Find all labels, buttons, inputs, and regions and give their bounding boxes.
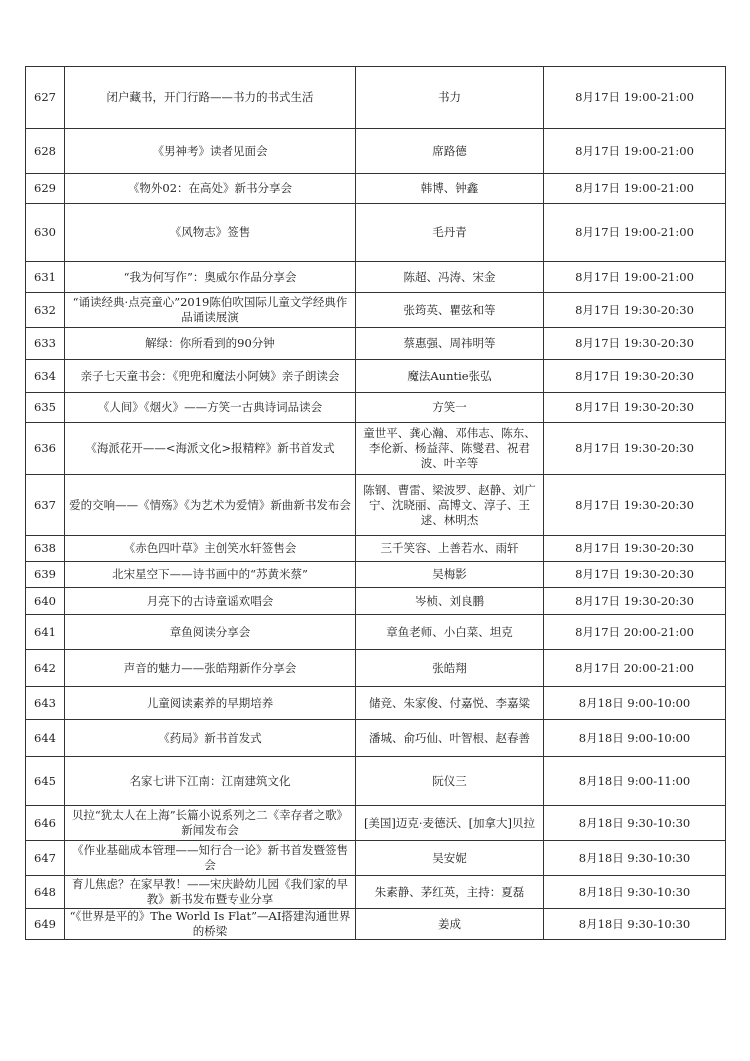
cell-title: “我为何写作”：奥威尔作品分享会 [65,262,356,293]
cell-title: 声音的魅力——张皓翔新作分享会 [65,650,356,687]
table-row [26,423,726,475]
table-row [26,615,726,650]
cell-guests: 潘城、俞巧仙、叶智根、赵春善 [356,720,544,757]
cell-number: 632 [26,293,65,328]
cell-number: 631 [26,262,65,293]
cell-number: 641 [26,615,65,650]
cell-title: 《药局》新书首发式 [65,720,356,757]
cell-title: 育儿焦虑？在家早教！——宋庆龄幼儿园《我们家的早教》新书发布暨专业分享 [65,876,356,909]
cell-time: 8月18日 9:30-10:30 [544,841,726,876]
cell-time: 8月17日 19:30-20:30 [544,475,726,536]
table-row [26,909,726,940]
cell-title: 《男神考》读者见面会 [65,129,356,174]
cell-number: 627 [26,67,65,129]
cell-title: 贝拉“犹太人在上海”长篇小说系列之二《幸存者之歌》新闻发布会 [65,806,356,841]
table-row [26,204,726,262]
table-row [26,475,726,536]
cell-guests: 蔡惠强、周祎明等 [356,328,544,360]
cell-guests: 岑桢、刘良鹏 [356,588,544,615]
cell-time: 8月18日 9:30-10:30 [544,909,726,940]
cell-title: 章鱼阅读分享会 [65,615,356,650]
cell-number: 637 [26,475,65,536]
cell-guests: 章鱼老师、小白菜、坦克 [356,615,544,650]
table-row [26,328,726,360]
cell-number: 638 [26,536,65,562]
table-row [26,650,726,687]
cell-guests: 张筠英、瞿弦和等 [356,293,544,328]
cell-title: 解绿：你所看到的90分钟 [65,328,356,360]
cell-time: 8月17日 19:00-21:00 [544,129,726,174]
table-row [26,562,726,588]
cell-time: 8月18日 9:00-11:00 [544,757,726,806]
cell-title: 《作业基础成本管理——知行合一论》新书首发暨签售会 [65,841,356,876]
cell-time: 8月17日 19:30-20:30 [544,536,726,562]
table-row [26,720,726,757]
cell-number: 642 [26,650,65,687]
table-row [26,262,726,293]
cell-number: 636 [26,423,65,475]
cell-number: 647 [26,841,65,876]
cell-guests: 陈钢、曹雷、梁波罗、赵静、刘广宁、沈晓丽、高博文、淳子、王逑、林明杰 [356,475,544,536]
cell-time: 8月17日 19:30-20:30 [544,393,726,423]
cell-time: 8月18日 9:30-10:30 [544,876,726,909]
cell-title: 名家七讲下江南：江南建筑文化 [65,757,356,806]
cell-title: “诵读经典·点亮童心”2019陈伯吹国际儿童文学经典作品诵读展演 [65,293,356,328]
cell-guests: 陈超、冯涛、宋金 [356,262,544,293]
cell-time: 8月17日 19:30-20:30 [544,562,726,588]
cell-title: 月亮下的古诗童谣欢唱会 [65,588,356,615]
table-row [26,293,726,328]
cell-number: 629 [26,174,65,204]
table-row [26,841,726,876]
table-row [26,360,726,393]
table-row [26,806,726,841]
cell-guests: 魔法Auntie张弘 [356,360,544,393]
cell-title: “《世界是平的》The World Is Flat”—AI搭建沟通世界的桥梁 [65,909,356,940]
cell-time: 8月17日 19:30-20:30 [544,423,726,475]
cell-time: 8月17日 19:30-20:30 [544,360,726,393]
cell-time: 8月18日 9:00-10:00 [544,720,726,757]
cell-guests: 朱素静、茅红英，主持：夏磊 [356,876,544,909]
table-row [26,67,726,129]
cell-number: 633 [26,328,65,360]
cell-number: 646 [26,806,65,841]
cell-number: 634 [26,360,65,393]
cell-guests: [美国]迈克·麦德沃、[加拿大]贝拉 [356,806,544,841]
cell-number: 648 [26,876,65,909]
cell-title: 亲子七天童书会：《兜兜和魔法小阿姨》亲子朗读会 [65,360,356,393]
cell-title: 《人间》《烟火》——方笑一古典诗词品读会 [65,393,356,423]
cell-time: 8月17日 19:00-21:00 [544,174,726,204]
cell-guests: 韩博、钟鑫 [356,174,544,204]
cell-guests: 席路德 [356,129,544,174]
cell-number: 639 [26,562,65,588]
table-row [26,393,726,423]
cell-time: 8月17日 19:00-21:00 [544,204,726,262]
cell-number: 628 [26,129,65,174]
cell-title: 爱的交响——《情殇》《为艺术为爱情》新曲新书发布会 [65,475,356,536]
cell-title: 闭户藏书，开门行路——书力的书式生活 [65,67,356,129]
cell-time: 8月17日 19:00-21:00 [544,67,726,129]
cell-time: 8月17日 19:30-20:30 [544,328,726,360]
cell-guests: 阮仪三 [356,757,544,806]
cell-time: 8月17日 20:00-21:00 [544,615,726,650]
cell-time: 8月17日 19:30-20:30 [544,293,726,328]
table-row [26,588,726,615]
cell-number: 645 [26,757,65,806]
cell-title: 《海派花开——<海派文化>报精粹》新书首发式 [65,423,356,475]
cell-guests: 吴梅影 [356,562,544,588]
cell-time: 8月17日 20:00-21:00 [544,650,726,687]
event-schedule-table [25,66,726,940]
cell-guests: 储竞、朱家俊、付嘉悦、李嘉粱 [356,687,544,720]
cell-guests: 吴安妮 [356,841,544,876]
cell-time: 8月18日 9:00-10:00 [544,687,726,720]
cell-title: 儿童阅读素养的早期培养 [65,687,356,720]
table-body [26,67,726,940]
cell-number: 635 [26,393,65,423]
cell-guests: 方笑一 [356,393,544,423]
table-row [26,536,726,562]
cell-title: 《物外02：在高处》新书分享会 [65,174,356,204]
cell-number: 630 [26,204,65,262]
table-row [26,174,726,204]
cell-title: 《风物志》签售 [65,204,356,262]
cell-number: 649 [26,909,65,940]
table-row [26,757,726,806]
table-row [26,876,726,909]
cell-number: 643 [26,687,65,720]
cell-guests: 童世平、龚心瀚、邓伟志、陈东、李伦新、杨益萍、陈燮君、祝君波、叶辛等 [356,423,544,475]
table-row [26,129,726,174]
cell-time: 8月17日 19:30-20:30 [544,588,726,615]
cell-time: 8月18日 9:30-10:30 [544,806,726,841]
cell-guests: 张皓翔 [356,650,544,687]
cell-number: 640 [26,588,65,615]
cell-guests: 书力 [356,67,544,129]
table-row [26,687,726,720]
cell-guests: 姜成 [356,909,544,940]
cell-time: 8月17日 19:00-21:00 [544,262,726,293]
cell-number: 644 [26,720,65,757]
cell-title: 《赤色四叶草》主创笑水轩签售会 [65,536,356,562]
cell-guests: 毛丹青 [356,204,544,262]
cell-guests: 三千笑容、上善若水、雨轩 [356,536,544,562]
cell-title: 北宋星空下——诗书画中的“苏黄米蔡” [65,562,356,588]
